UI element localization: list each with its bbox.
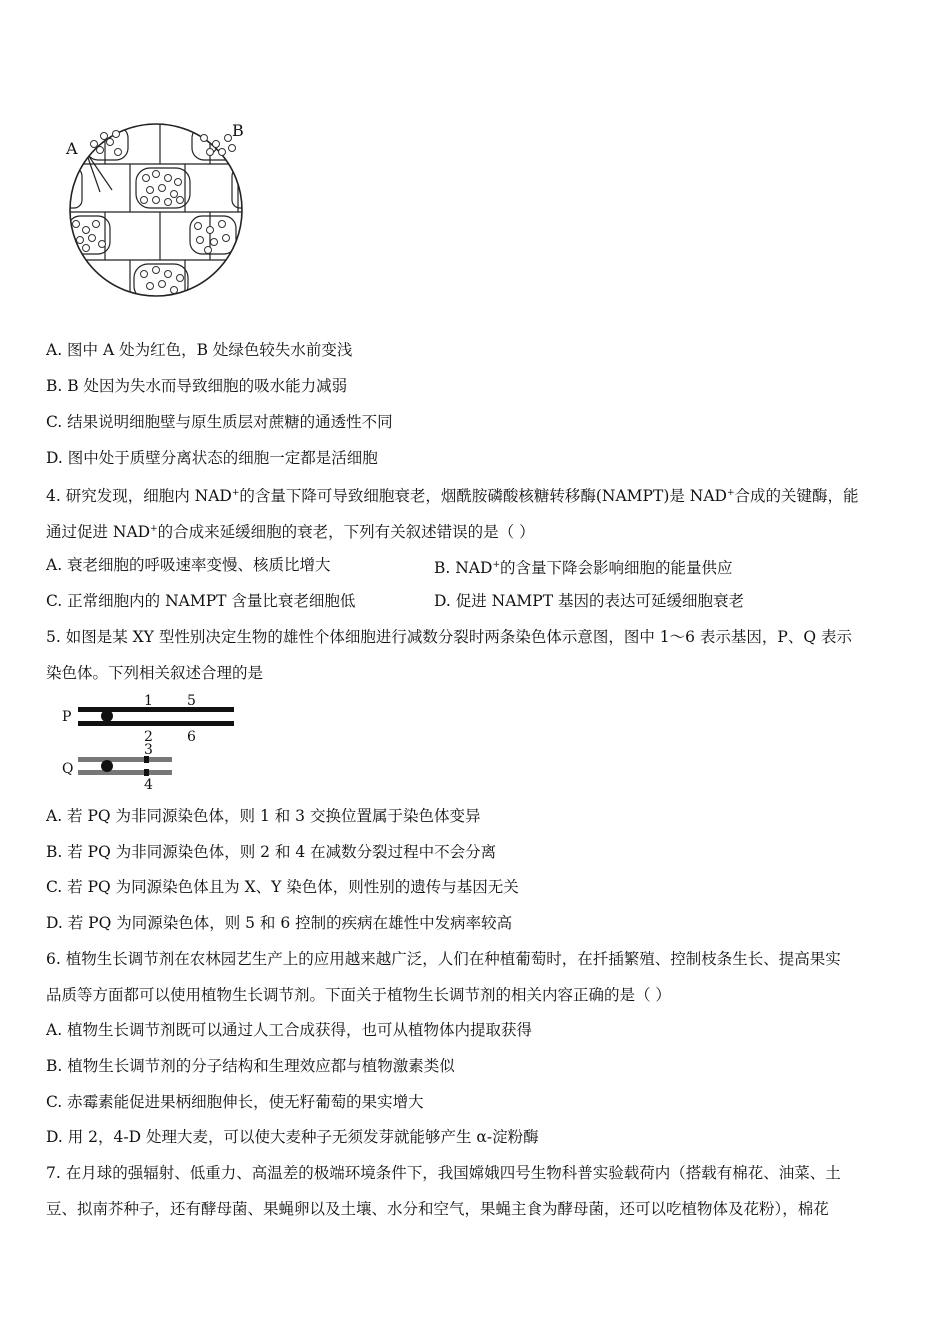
q5-option-d: D. 若 PQ 为同源染色体，则 5 和 6 控制的疾病在雄性中发病率较高	[46, 914, 513, 932]
label-a: A	[66, 139, 78, 158]
q6-option-a: A. 植物生长调节剂既可以通过人工合成获得，也可从植物体内提取获得	[46, 1021, 533, 1039]
superscript-plus: +	[150, 524, 158, 534]
q4-text: 的含量下降会影响细胞的能量供应	[499, 559, 733, 577]
q3-option-a: A. 图中 A 处为红色，B 处绿色较失水前变浅	[46, 341, 353, 359]
q5-stem-line1: 5. 如图是某 XY 型性别决定生物的雄性个体细胞进行减数分裂时两条染色体示意图，图中 1～6 表示基因，P、Q 表示	[46, 628, 852, 646]
label-p: P	[62, 709, 72, 725]
q6-option-d: D. 用 2，4-D 处理大麦，可以使大麦种子无须发芽就能够产生 α-淀粉酶	[46, 1128, 539, 1146]
q4-text: B. NAD	[434, 559, 493, 577]
gene-4: 4	[144, 777, 153, 790]
q3-option-d: D. 图中处于质壁分离状态的细胞一定都是活细胞	[46, 449, 378, 467]
gene-2: 2	[144, 729, 153, 745]
q6-option-b: B. 植物生长调节剂的分子结构和生理效应都与植物激素类似	[46, 1057, 455, 1075]
label-b: B	[232, 121, 244, 140]
plasmolysis-diagram	[60, 112, 260, 302]
q4-text: 4. 研究发现，细胞内 NAD	[46, 487, 232, 505]
chromosome-diagram	[60, 690, 250, 790]
q5-option-c: C. 若 PQ 为同源染色体且为 X、Y 染色体，则性别的遗传与基因无关	[46, 878, 519, 896]
q5-stem-line2: 染色体。下列相关叙述合理的是	[46, 664, 264, 682]
superscript-plus: +	[231, 488, 240, 498]
label-q: Q	[62, 761, 74, 777]
q6-option-c: C. 赤霉素能促进果柄细胞伸长，使无籽葡萄的果实增大	[46, 1093, 424, 1111]
q7-stem-line1: 7. 在月球的强辐射、低重力、高温差的极端环境条件下，我国嫦娥四号生物科普实验载荷内（搭载有棉花、油菜、土	[46, 1164, 841, 1182]
q3-option-b: B. B 处因为失水而导致细胞的吸水能力减弱	[46, 377, 348, 395]
q4-text: 的合成来延缓细胞的衰老，下列有关叙述错误的是（ ）	[157, 523, 535, 541]
q4-text: 通过促进 NAD	[46, 523, 151, 541]
q4-text: 的含量下降可导致细胞衰老，烟酰胺磷酸核糖转移酶(NAMPT)是 NAD	[239, 487, 727, 505]
q4-option-b	[434, 555, 733, 578]
superscript-plus: +	[492, 560, 500, 570]
gene-6: 6	[187, 729, 196, 745]
q4-text: 合成的关键酶，能	[734, 487, 859, 505]
q7-stem-line2: 豆、拟南芥种子，还有酵母菌、果蝇卵以及土壤、水分和空气，果蝇主食为酵母菌，还可以吃植物体及花粉），棉花	[46, 1200, 829, 1218]
superscript-plus: +	[726, 488, 735, 498]
chromosome-figure	[60, 690, 250, 790]
q4-stem-line1	[46, 483, 859, 506]
q4-option-c: C. 正常细胞内的 NAMPT 含量比衰老细胞低	[46, 592, 356, 610]
gene-5: 5	[187, 693, 196, 709]
gene-1: 1	[144, 693, 153, 709]
gene-3: 3	[144, 742, 153, 758]
q3-option-c: C. 结果说明细胞壁与原生质层对蔗糖的通透性不同	[46, 413, 393, 431]
q6-stem-line1: 6. 植物生长调节剂在农林园艺生产上的应用越来越广泛，人们在种植葡萄时，在扦插繁殖、控制枝条生长、提高果实	[46, 950, 841, 968]
q4-option-a: A. 衰老细胞的呼吸速率变慢、核质比增大	[46, 556, 331, 574]
q6-stem-line2: 品质等方面都可以使用植物生长调节剂。下面关于植物生长调节剂的相关内容正确的是（ ）	[46, 986, 671, 1004]
q5-option-b: B. 若 PQ 为非同源染色体，则 2 和 4 在减数分裂过程中不会分离	[46, 843, 497, 861]
q4-option-d: D. 促进 NAMPT 基因的表达可延缓细胞衰老	[434, 592, 744, 610]
q5-option-a: A. 若 PQ 为非同源染色体，则 1 和 3 交换位置属于染色体变异	[46, 807, 481, 825]
plasmolysis-figure	[60, 112, 260, 302]
q4-stem-line2	[46, 519, 535, 542]
